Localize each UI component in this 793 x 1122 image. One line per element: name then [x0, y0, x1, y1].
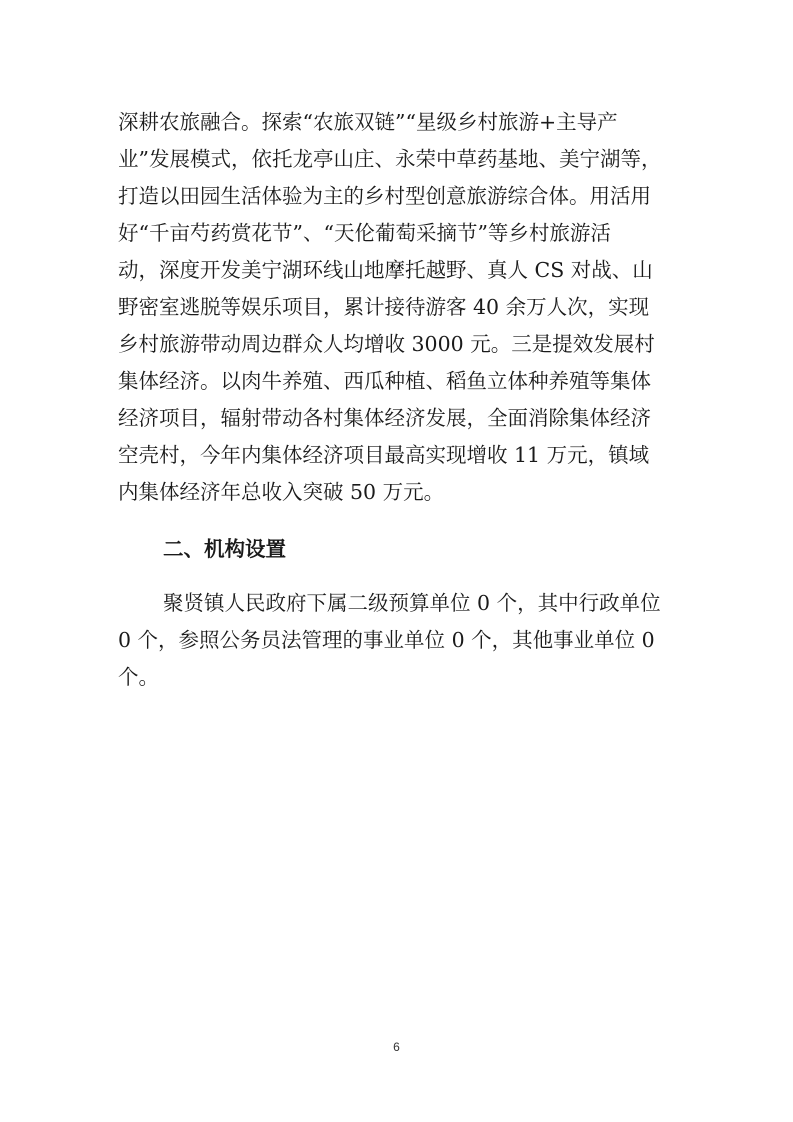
paragraph-line: 动，深度开发美宁湖环线山地摩托越野、真人 CS 对战、山: [118, 258, 653, 282]
paragraph-line: 空壳村，今年内集体经济项目最高实现增收 11 万元，镇域: [118, 443, 650, 467]
paragraph-line: 野密室逃脱等娱乐项目，累计接待游客 40 余万人次，实现: [118, 295, 650, 319]
paragraph-line: 内集体经济年总收入突破 50 万元。: [118, 480, 445, 504]
paragraph-line: 经济项目，辐射带动各村集体经济发展，全面消除集体经济: [118, 406, 651, 430]
section-heading: 二、机构设置: [163, 537, 286, 561]
paragraph-line: 个。: [118, 665, 159, 689]
paragraph-line: 集体经济。以肉牛养殖、西瓜种植、稻鱼立体种养殖等集体: [118, 369, 651, 393]
paragraph-line: 0 个，参照公务员法管理的事业单位 0 个，其他事业单位 0: [118, 628, 655, 652]
paragraph-line: 乡村旅游带动周边群众人均增收 3000 元。三是提效发展村: [118, 332, 655, 356]
paragraph-line: 打造以田园生活体验为主的乡村型创意旅游综合体。用活用: [118, 184, 651, 208]
paragraph-line: 业”发展模式，依托龙亭山庄、永荣中草药基地、美宁湖等，: [118, 147, 662, 171]
paragraph-line: 聚贤镇人民政府下属二级预算单位 0 个，其中行政单位: [163, 591, 661, 615]
paragraph-line: 好“千亩芍药赏花节”、“天伦葡萄采摘节”等乡村旅游活: [118, 221, 611, 245]
paragraph-line: 深耕农旅融合。探索“农旅双链”“星级乡村旅游+主导产: [118, 110, 618, 134]
page-number: 6: [393, 1040, 400, 1054]
